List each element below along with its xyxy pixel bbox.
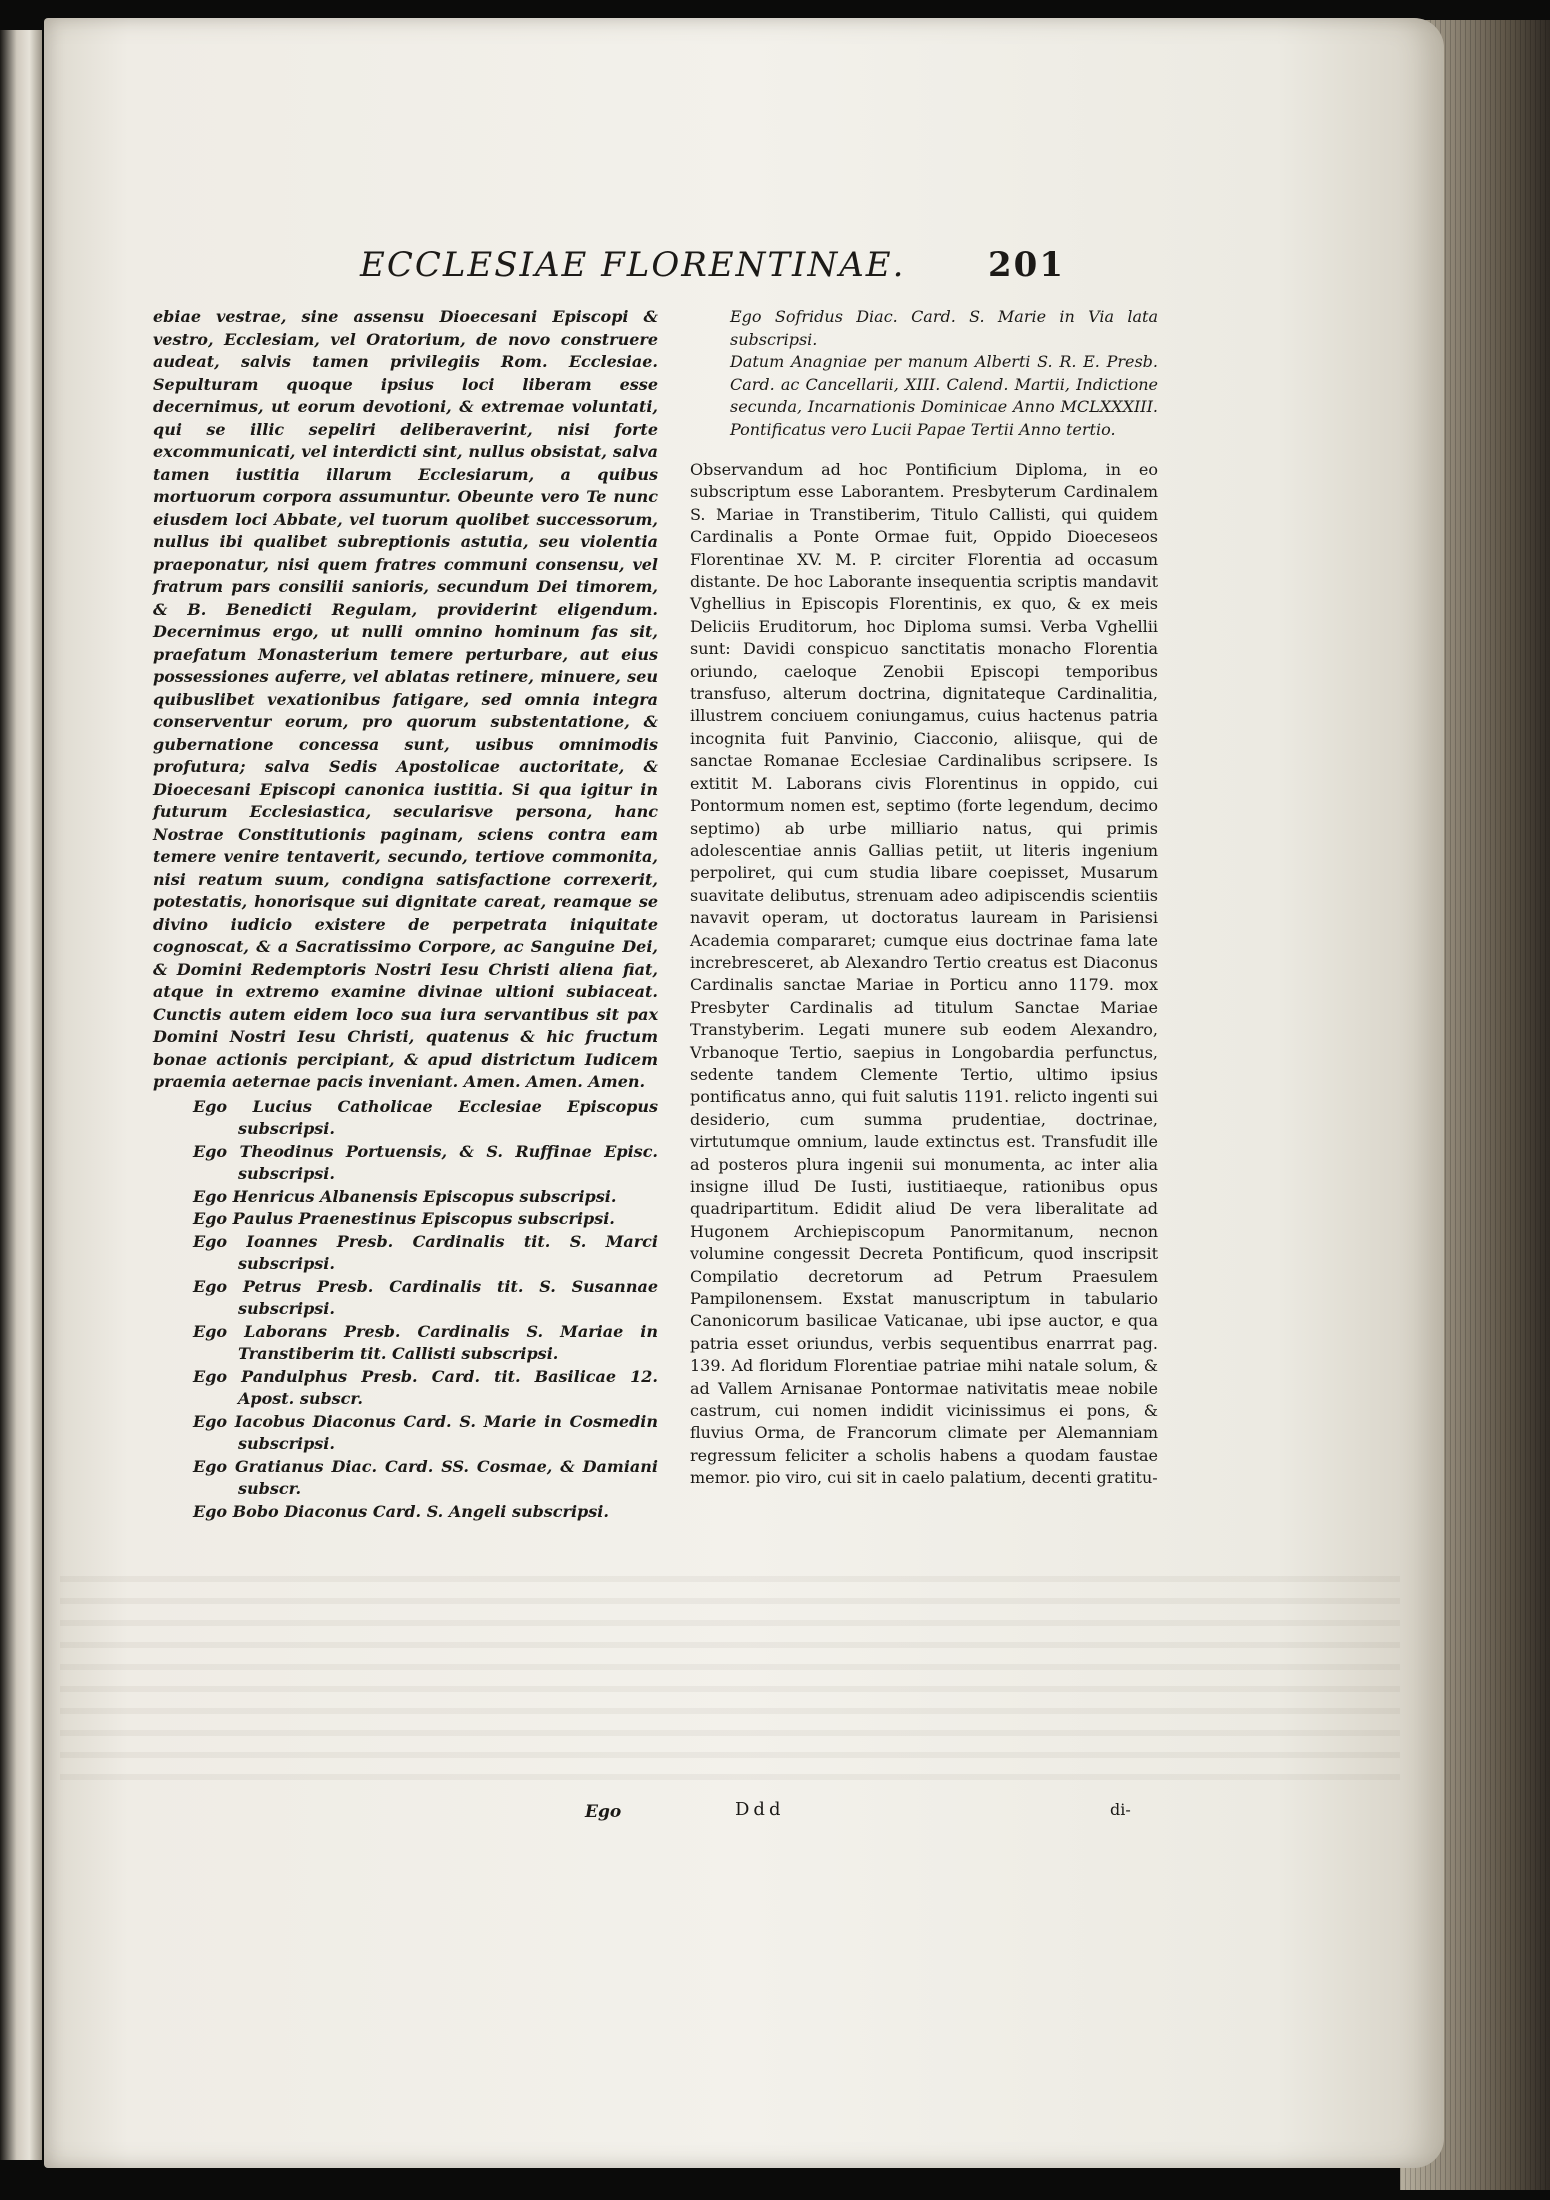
right-column [690, 306, 1158, 1490]
page-number: 201 [988, 245, 1065, 285]
signature-line: Ego Laborans Presb. Cardinalis S. Mariae in Transtiberim tit. Callisti subscripsi. [193, 1321, 658, 1363]
signature-line: Ego Ioannes Presb. Cardinalis tit. S. Marci subscripsi. [193, 1231, 658, 1273]
signature-line: Ego Lucius Catholicae Ecclesiae Episcopus subscripsi. [193, 1096, 658, 1138]
running-head-title: ECCLESIAE FLORENTINAE. [360, 245, 906, 285]
signature-list [153, 1096, 658, 1524]
signature-mark: Ddd [735, 1799, 785, 1820]
dating-clause [690, 306, 1158, 441]
signature-line: Ego Sofridus Diac. Card. S. Marie in Via lata subscripsi. [730, 307, 1158, 349]
signature-line: Ego Paulus Praenestinus Episcopus subscripsi. [193, 1209, 615, 1228]
signature-line: Ego Petrus Presb. Cardinalis tit. S. Susannae subscripsi. [193, 1276, 658, 1318]
signature-line: Ego Theodinus Portuensis, & S. Ruffinae Episc. subscripsi. [193, 1141, 658, 1183]
running-head [360, 245, 1100, 295]
commentary-body: Observandum ad hoc Pontificium Diploma, in eo subscriptum esse Laborantem. Presbyterum Cardinalem S. Mariae in Transtiberim, Titulo Callisti, qui quidem Cardinalis a Ponte Ormae fuit, Oppido Dioeceseos Florentinae XV. M. P. circiter Florentia ad occasum distante. De hoc Laborante insequentia scriptis mandavit Vghellius in Episcopis Florentinis, ex quo, & ex meis Deliciis Eruditorum, hoc Diploma sumsi. Verba Vghellii sunt: Davidi conspicuo sanctitatis monacho Florentia oriundo, caeloque Zenobii Episcopi temporibus transfuso, alterum doctrina, dignitateque Cardinalitia, illustrem conciuem coniungamus, cuius hactenus patria incognita fuit Panvinio, Ciacconio, aliisque, qui de sanctae Romanae Ecclesiae Cardinalibus scripsere. Is extitit M. Laborans civis Florentinus in oppido, cui Pontormum nomen est, septimo (forte legendum, decimo septimo) ab urbe milliario natus, qui primis adolescentiae annis Gallias petiit, ut literis ingenium perpoliret, qui cum studia libare coepisset, Musarum suavitate delibutus, strenuam adeo adipiscendis scientiis navavit operam, ut doctoratus lauream in Parisiensi Academia compararet; cumque eius doctrinae fama late increbresceret, ab Alexandro Tertio creatus est Diaconus Cardinalis sanctae Mariae in Porticu anno 1179. mox Presbyter Cardinalis ad titulum Sanctae Mariae Transtyberim. Legati munere sub eodem Alexandro, Vrbanoque Tertio, saepius in Longobardia perfunctus, sedente tandem Clemente Tertio, ultimo ipsius pontificatus anno, qui fuit salutis 1191. relicto ingenti sui desiderio, cum summa prudentiae, doctrinae, virtutumque omnium, laude extinctus est. Transfudit ille ad posteros plura ingenii sui monumenta, ac inter alia insigne illud De Iusti, iustitiaeque, rationibus opus quadripartitum. Edidit aliud De vera liberalitate ad Hugonem Archiepiscopum Panormitanum, necnon volumine congessit Decreta Pontificum, quod inscripsit Compilatio decretorum ad Petrum Praesulem Pampilonensem. Exstat manuscriptum in tabulario Canonicorum basilicae Vaticanae, ubi ipse auctor, e qua patria esset oriundus, verbis sequentibus enarrrat pag. 139. Ad floridum Florentiae patriae mihi natale solum, & ad Vallem Arnisanae Pontormae nativitatis meae nobile castrum, cui nomen indidit vicinissimus ei pons, & fluvius Orma, de Francorum climate per Alemanniam regressum feliciter a scholis habens a quodam faustae memor. pio viro, cui sit in caelo palatium, decenti gratitu- [690, 460, 1158, 1488]
signature-line: Ego Bobo Diaconus Card. S. Angeli subscripsi. [193, 1501, 609, 1521]
catchword-left: Ego [585, 1802, 622, 1822]
catchword-right: di- [1110, 1800, 1131, 1819]
datum-clause: Datum Anagniae per manum Alberti S. R. E. Presb. Card. ac Cancellarii, XIII. Calend. Martii, Indictione secunda, Incarnationis Dominicae Anno MCLXXXIII. Pontificatus vero Lucii Papae Tertii Anno tertio. [730, 352, 1158, 439]
facing-page-edge [0, 30, 42, 2160]
left-column-body: ebiae vestrae, sine assensu Dioecesani Episcopi & vestro, Ecclesiam, vel Oratorium, de novo construere audeat, salvis tamen privilegiis Rom. Ecclesiae. Sepulturam quoque ipsius loci liberam esse decernimus, ut eorum devotioni, & extremae voluntati, qui se illic sepeliri deliberaverint, nisi forte excommunicati, vel interdicti sint, nullus obsistat, salva tamen iustitia illarum Ecclesiarum, a quibus mortuorum corpora assumuntur. Obeunte vero Te nunc eiusdem loci Abbate, vel tuorum quolibet successorum, nullus ibi qualibet subreptionis astutia, seu violentia praeponatur, nisi quem fratres communi consensu, vel fratrum pars consilii sanioris, secundum Dei timorem, & B. Benedicti Regulam, providerint eligendum. Decernimus ergo, ut nulli omnino hominum fas sit, praefatum Monasterium temere perturbare, aut eius possessiones auferre, vel ablatas retinere, minuere, seu quibuslibet vexationibus fatigare, sed omnia integra conserventur eorum, pro quorum substentatione, & gubernatione concessa sunt, usibus omnimodis profutura; salva Sedis Apostolicae auctoritate, & Dioecesani Episcopi canonica iustitia. Si qua igitur in futurum Ecclesiastica, secularisve persona, hanc Nostrae Constitutionis paginam, sciens contra eam temere venire tentaverit, secundo, tertiove commonita, nisi reatum suum, condigna satisfactione correxerit, potestatis, honorisque sui dignitate careat, reamque se divino iudicio existere de perpetrata iniquitate cognoscat, & a Sacratissimo Corpore, ac Sanguine Dei, & Domini Redemptoris Nostri Iesu Christi aliena fiat, atque in extremo examine divinae ultioni subiaceat. Cunctis autem eidem loco sua iura servantibus sit pax Domini Nostri Iesu Christi, quatenus & hic fructum bonae actionis percipiant, & apud districtum Iudicem praemia aeternae pacis inveniant. Amen. Amen. Amen. [153, 307, 658, 1091]
signature-line: Ego Iacobus Diaconus Card. S. Marie in Cosmedin subscripsi. [193, 1411, 658, 1453]
signature-line: Ego Henricus Albanensis Episcopus subscripsi. [193, 1186, 617, 1206]
left-column [153, 306, 658, 1523]
signature-line: Ego Gratianus Diac. Card. SS. Cosmae, & Damiani subscr. [193, 1456, 658, 1498]
signature-line: Ego Pandulphus Presb. Card. tit. Basilicae 12. Apost. subscr. [193, 1366, 658, 1408]
